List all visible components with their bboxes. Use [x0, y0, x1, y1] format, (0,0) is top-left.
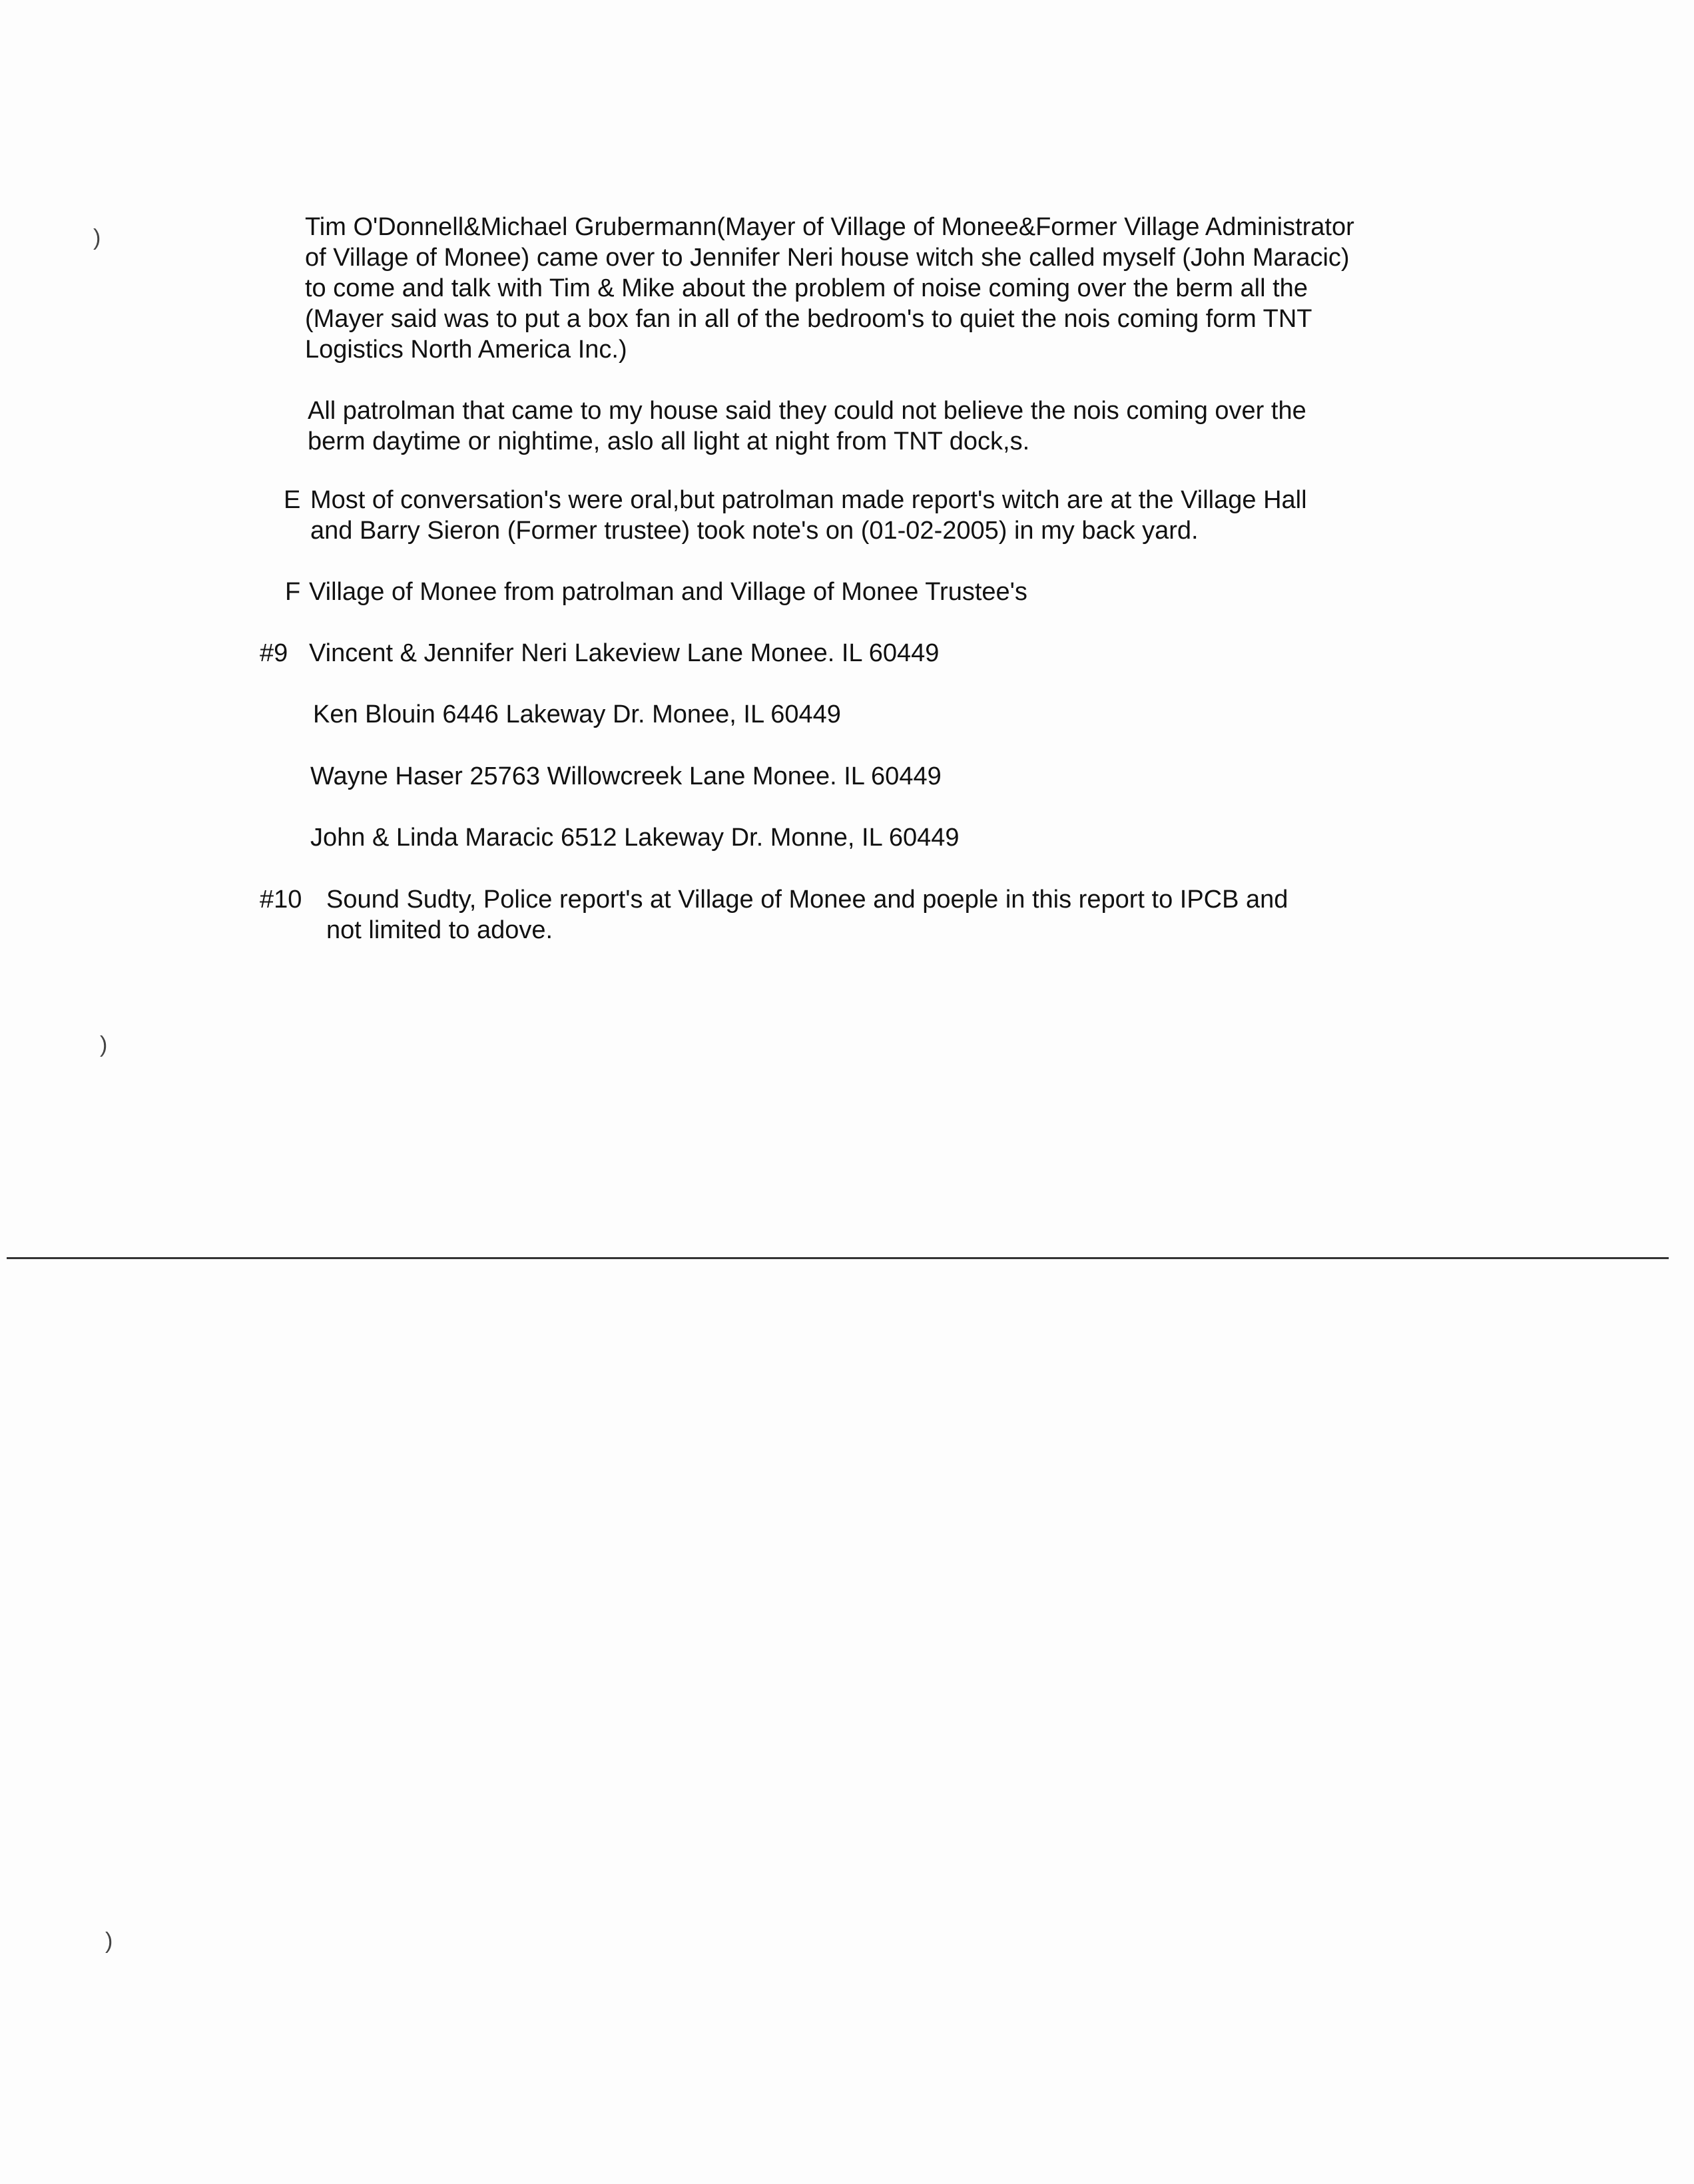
horizontal-divider: [7, 1257, 1669, 1259]
margin-mark: ): [93, 225, 101, 250]
contact-line: Wayne Haser 25763 Willowcreek Lane Monee. IL 60449: [310, 762, 942, 790]
margin-mark: ): [100, 1032, 108, 1057]
contact-line: John & Linda Maracic 6512 Lakeway Dr. Monne, IL 60449: [310, 824, 960, 852]
contact-line: Vincent & Jennifer Neri Lakeview Lane Monee. IL 60449: [309, 639, 940, 667]
text-line: (Mayer said was to put a box fan in all of the bedroom's to quiet the nois coming form TNT: [305, 305, 1312, 333]
contact-line: Ken Blouin 6446 Lakeway Dr. Monee, IL 60449: [313, 700, 841, 728]
item-marker-e: E: [284, 486, 301, 514]
item-e-text: [310, 485, 1307, 546]
paragraph-odonnell-visit: [305, 212, 1354, 365]
text-line: not limited to adove.: [326, 916, 553, 944]
item-9-contact-4: [310, 822, 960, 853]
text-line: Village of Monee from patrolman and Village of Monee Trustee's: [309, 578, 1027, 606]
text-line: Tim O'Donnell&Michael Grubermann(Mayer of Village of Monee&Former Village Administrator: [305, 213, 1354, 241]
item-9-contact-3: [310, 761, 942, 792]
paragraph-patrolman: [308, 396, 1306, 457]
text-line: Most of conversation's were oral,but patrolman made report's witch are at the Village Hall: [310, 486, 1307, 514]
item-marker-10: #10: [260, 886, 302, 914]
margin-mark: ): [105, 1928, 113, 1954]
text-line: Sound Sudty, Police report's at Village of Monee and poeple in this report to IPCB and: [326, 886, 1288, 914]
item-9-contact-2: [313, 699, 841, 730]
text-line: to come and talk with Tim & Mike about the problem of noise coming over the berm all the: [305, 274, 1308, 302]
item-9-contact-1: [309, 638, 939, 669]
text-line: of Village of Monee) came over to Jennifer Neri house witch she called myself (John Maracic): [305, 244, 1350, 272]
text-line: Logistics North America Inc.): [305, 336, 627, 364]
item-f-text: [309, 577, 1027, 607]
item-10-text: [326, 884, 1288, 946]
text-line: and Barry Sieron (Former trustee) took note's on (01-02-2005) in my back yard.: [310, 517, 1199, 545]
item-marker-f: F: [285, 578, 301, 606]
text-line: All patrolman that came to my house said they could not believe the nois coming over the: [308, 397, 1306, 425]
text-line: berm daytime or nightime, aslo all light at night from TNT dock,s.: [308, 427, 1030, 455]
item-marker-9: #9: [260, 639, 288, 667]
